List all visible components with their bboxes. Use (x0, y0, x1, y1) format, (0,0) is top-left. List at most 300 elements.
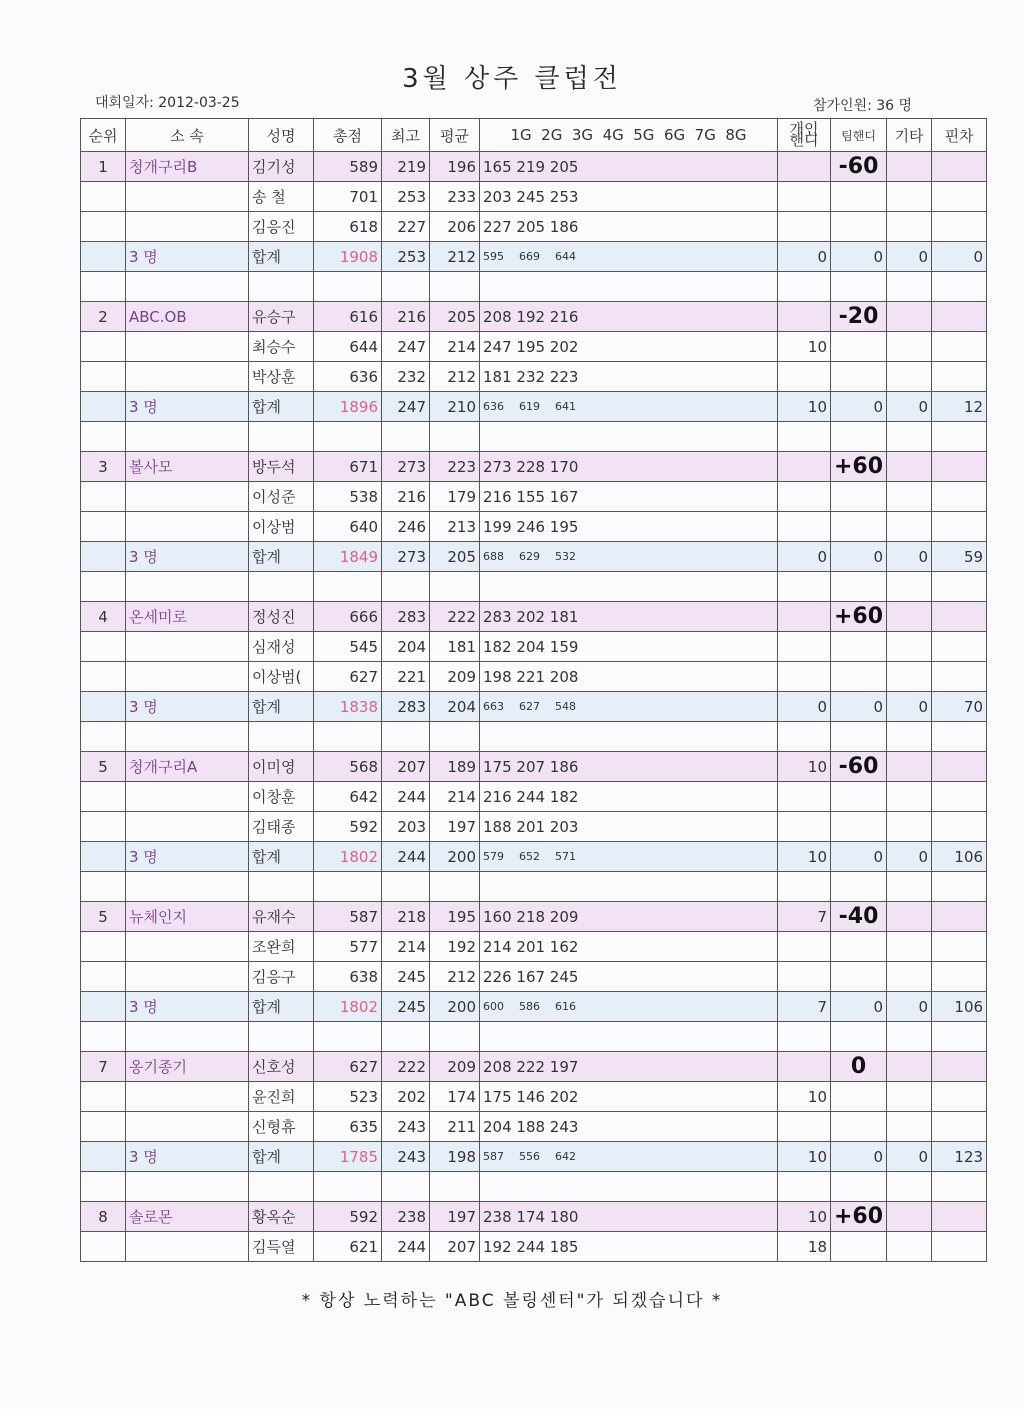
pin-diff-cell (932, 1052, 987, 1082)
spacer-cell (81, 722, 126, 752)
etc-cell (887, 482, 932, 512)
etc-cell (887, 902, 932, 932)
player-high-cell: 216 (382, 482, 430, 512)
rank-cell (81, 692, 126, 722)
spacer-cell (81, 572, 126, 602)
rank-cell (81, 182, 126, 212)
rank-cell (81, 482, 126, 512)
pin-diff-cell (932, 452, 987, 482)
pin-diff-cell (932, 1202, 987, 1232)
player-high-cell: 244 (382, 782, 430, 812)
player-high-cell: 247 (382, 332, 430, 362)
team-total-row (81, 392, 987, 422)
player-high-cell: 218 (382, 902, 430, 932)
team-name-cell: 솔로몬 (126, 1202, 249, 1232)
player-row (81, 332, 987, 362)
handwritten-team-handi: +60 (831, 452, 887, 482)
spacer-cell (831, 1172, 887, 1202)
total-label-cell: 합계 (249, 842, 314, 872)
player-high-cell: 244 (382, 1232, 430, 1262)
personal-handi-cell (778, 662, 831, 692)
etc-cell (887, 332, 932, 362)
team-count-cell: 3 명 (126, 692, 249, 722)
player-row (81, 212, 987, 242)
spacer-cell (126, 572, 249, 602)
spacer-cell (778, 1022, 831, 1052)
player-games-cell: 227 205 186 (480, 212, 778, 242)
player-high-cell: 253 (382, 182, 430, 212)
team-game-total: 619 (519, 400, 540, 413)
team-game-total: 641 (555, 400, 576, 413)
spacer-cell (249, 872, 314, 902)
player-row (81, 1052, 987, 1082)
team-name-cell (126, 1232, 249, 1262)
team-games-cell (480, 1142, 778, 1172)
player-games-cell: 247 195 202 (480, 332, 778, 362)
header-games: 1G 2G 3G 4G 5G 6G 7G 8G (480, 119, 778, 152)
spacer-cell (887, 422, 932, 452)
player-name-cell: 김기성 (249, 152, 314, 182)
player-row (81, 362, 987, 392)
team-handi-cell: 0 (831, 392, 887, 422)
player-name-cell: 김태종 (249, 812, 314, 842)
team-high-cell: 245 (382, 992, 430, 1022)
score-table-body (81, 152, 987, 1262)
team-game-total: 627 (519, 700, 540, 713)
etc-cell (887, 602, 932, 632)
player-name-cell: 최승수 (249, 332, 314, 362)
player-total-cell: 592 (314, 812, 382, 842)
team-personal-handi-cell: 10 (778, 1142, 831, 1172)
header-affiliation: 소 속 (126, 119, 249, 152)
total-label-cell: 합계 (249, 242, 314, 272)
spacer-cell (382, 722, 430, 752)
team-name-cell (126, 362, 249, 392)
team-handi-cell: 0 (831, 842, 887, 872)
spacer-cell (778, 272, 831, 302)
footer-slogan: * 항상 노력하는 "ABC 볼링센터"가 되겠습니다 * (301, 1291, 723, 1311)
rank-cell (81, 542, 126, 572)
rank-cell: 3 (81, 452, 126, 482)
player-row (81, 182, 987, 212)
team-high-cell: 243 (382, 1142, 430, 1172)
personal-handi-cell (778, 1052, 831, 1082)
player-high-cell: 238 (382, 1202, 430, 1232)
team-personal-handi-cell: 0 (778, 242, 831, 272)
player-total-cell: 671 (314, 452, 382, 482)
total-label-cell: 합계 (249, 692, 314, 722)
personal-handi-cell: 10 (778, 1202, 831, 1232)
spacer-cell (831, 422, 887, 452)
total-label-cell: 합계 (249, 1142, 314, 1172)
spacer-cell (126, 1022, 249, 1052)
team-etc-cell: 0 (887, 842, 932, 872)
spacer-cell (249, 422, 314, 452)
spacer-row (81, 722, 987, 752)
player-avg-cell: 223 (430, 452, 480, 482)
spacer-cell (887, 872, 932, 902)
personal-handi-cell (778, 182, 831, 212)
team-game-total: 587 (483, 1150, 504, 1163)
team-handi-cell (831, 512, 887, 542)
personal-handi-cell (778, 602, 831, 632)
pin-diff-cell (932, 962, 987, 992)
etc-cell (887, 512, 932, 542)
team-high-cell: 247 (382, 392, 430, 422)
player-row (81, 632, 987, 662)
player-name-cell: 송 철 (249, 182, 314, 212)
player-games-cell: 216 244 182 (480, 782, 778, 812)
rank-cell (81, 512, 126, 542)
team-total-cell: 1896 (314, 392, 382, 422)
player-total-cell: 642 (314, 782, 382, 812)
personal-handi-cell (778, 1112, 831, 1142)
team-etc-cell: 0 (887, 1142, 932, 1172)
spacer-cell (480, 872, 778, 902)
spacer-cell (480, 1022, 778, 1052)
team-name-cell: 청개구리B (126, 152, 249, 182)
spacer-cell (382, 872, 430, 902)
team-games-cell (480, 842, 778, 872)
player-total-cell: 523 (314, 1082, 382, 1112)
team-count-cell: 3 명 (126, 542, 249, 572)
pin-diff-cell (932, 482, 987, 512)
player-row (81, 752, 987, 782)
team-high-cell: 244 (382, 842, 430, 872)
player-row (81, 1082, 987, 1112)
spacer-cell (126, 422, 249, 452)
pin-diff-cell (932, 1082, 987, 1112)
spacer-cell (382, 272, 430, 302)
team-name-cell (126, 182, 249, 212)
participant-count: 참가인원: 36 명 (813, 98, 913, 114)
team-handi-cell (831, 632, 887, 662)
team-pin-diff-cell: 59 (932, 542, 987, 572)
team-name-cell (126, 782, 249, 812)
spacer-cell (932, 422, 987, 452)
team-personal-handi-cell: 10 (778, 392, 831, 422)
personal-handi-cell (778, 782, 831, 812)
score-table (80, 118, 987, 1262)
etc-cell (887, 212, 932, 242)
spacer-cell (249, 722, 314, 752)
team-name-cell: ABC.OB (126, 302, 249, 332)
personal-handi-cell: 7 (778, 902, 831, 932)
team-game-total: 652 (519, 850, 540, 863)
player-name-cell: 이상범( (249, 662, 314, 692)
handwritten-team-handi: +60 (831, 1202, 887, 1232)
team-handi-cell (831, 1082, 887, 1112)
player-high-cell: 216 (382, 302, 430, 332)
personal-handi-cell: 18 (778, 1232, 831, 1262)
rank-cell: 1 (81, 152, 126, 182)
team-game-total: 548 (555, 700, 576, 713)
player-games-cell: 226 167 245 (480, 962, 778, 992)
spacer-cell (81, 872, 126, 902)
player-row (81, 152, 987, 182)
etc-cell (887, 812, 932, 842)
header-high: 최고 (382, 119, 430, 152)
team-name-cell (126, 932, 249, 962)
spacer-cell (430, 722, 480, 752)
team-name-cell (126, 632, 249, 662)
spacer-cell (430, 422, 480, 452)
team-game-total: 636 (483, 400, 504, 413)
pin-diff-cell (932, 362, 987, 392)
player-games-cell: 182 204 159 (480, 632, 778, 662)
player-avg-cell: 212 (430, 362, 480, 392)
player-avg-cell: 213 (430, 512, 480, 542)
team-game-total: 642 (555, 1150, 576, 1163)
player-games-cell: 208 222 197 (480, 1052, 778, 1082)
etc-cell (887, 752, 932, 782)
rank-cell (81, 812, 126, 842)
player-games-cell: 175 146 202 (480, 1082, 778, 1112)
header-avg: 평균 (430, 119, 480, 152)
player-games-cell: 165 219 205 (480, 152, 778, 182)
player-avg-cell: 195 (430, 902, 480, 932)
pin-diff-cell (932, 302, 987, 332)
etc-cell (887, 1082, 932, 1112)
player-avg-cell: 212 (430, 962, 480, 992)
team-game-total: 663 (483, 700, 504, 713)
player-total-cell: 545 (314, 632, 382, 662)
pin-diff-cell (932, 1112, 987, 1142)
handwritten-team-handi: -20 (831, 302, 887, 332)
player-high-cell: 245 (382, 962, 430, 992)
rank-cell (81, 242, 126, 272)
player-name-cell: 윤진희 (249, 1082, 314, 1112)
team-name-cell (126, 1112, 249, 1142)
spacer-cell (430, 1172, 480, 1202)
team-high-cell: 283 (382, 692, 430, 722)
team-total-row (81, 542, 987, 572)
player-name-cell: 조완희 (249, 932, 314, 962)
personal-handi-cell: 10 (778, 1082, 831, 1112)
rank-cell (81, 212, 126, 242)
player-name-cell: 박상훈 (249, 362, 314, 392)
team-avg-cell: 210 (430, 392, 480, 422)
player-high-cell: 214 (382, 932, 430, 962)
pin-diff-cell (932, 1232, 987, 1262)
page-title: 3월 상주 클럽전 (402, 64, 622, 94)
spacer-cell (382, 1172, 430, 1202)
team-name-cell: 뉴체인지 (126, 902, 249, 932)
player-high-cell: 203 (382, 812, 430, 842)
player-row (81, 1112, 987, 1142)
etc-cell (887, 452, 932, 482)
personal-handi-cell (778, 212, 831, 242)
spacer-cell (314, 422, 382, 452)
team-personal-handi-cell: 0 (778, 542, 831, 572)
player-row (81, 1232, 987, 1262)
team-avg-cell: 198 (430, 1142, 480, 1172)
player-total-cell: 701 (314, 182, 382, 212)
team-name-cell (126, 482, 249, 512)
team-games-cell (480, 992, 778, 1022)
team-name-cell: 옹기종기 (126, 1052, 249, 1082)
team-total-cell: 1802 (314, 842, 382, 872)
etc-cell (887, 782, 932, 812)
player-avg-cell: 196 (430, 152, 480, 182)
player-name-cell: 신호성 (249, 1052, 314, 1082)
team-game-total: 595 (483, 250, 504, 263)
team-game-total: 556 (519, 1150, 540, 1163)
player-games-cell: 208 192 216 (480, 302, 778, 332)
player-name-cell: 정성진 (249, 602, 314, 632)
team-total-cell: 1849 (314, 542, 382, 572)
team-etc-cell: 0 (887, 242, 932, 272)
spacer-cell (831, 272, 887, 302)
pin-diff-cell (932, 782, 987, 812)
team-avg-cell: 212 (430, 242, 480, 272)
player-row (81, 782, 987, 812)
personal-handi-cell: 10 (778, 752, 831, 782)
team-avg-cell: 205 (430, 542, 480, 572)
team-name-cell (126, 332, 249, 362)
spacer-cell (932, 272, 987, 302)
rank-cell (81, 842, 126, 872)
player-avg-cell: 214 (430, 332, 480, 362)
spacer-cell (430, 572, 480, 602)
team-game-total: 532 (555, 550, 576, 563)
spacer-cell (932, 572, 987, 602)
player-name-cell: 이상범 (249, 512, 314, 542)
player-avg-cell: 179 (430, 482, 480, 512)
personal-handi-cell (778, 362, 831, 392)
personal-handi-cell (778, 932, 831, 962)
team-handi-cell (831, 332, 887, 362)
spacer-cell (314, 1172, 382, 1202)
team-etc-cell: 0 (887, 542, 932, 572)
rank-cell (81, 362, 126, 392)
player-games-cell: 160 218 209 (480, 902, 778, 932)
spacer-cell (81, 1022, 126, 1052)
team-handi-cell: 0 (831, 692, 887, 722)
etc-cell (887, 1202, 932, 1232)
player-name-cell: 신형휴 (249, 1112, 314, 1142)
spacer-cell (778, 1172, 831, 1202)
team-handi-cell (831, 482, 887, 512)
team-game-total: 586 (519, 1000, 540, 1013)
player-games-cell: 199 246 195 (480, 512, 778, 542)
pin-diff-cell (932, 332, 987, 362)
team-pin-diff-cell: 106 (932, 992, 987, 1022)
team-count-cell: 3 명 (126, 992, 249, 1022)
team-count-cell: 3 명 (126, 842, 249, 872)
handwritten-team-handi: +60 (831, 602, 887, 632)
spacer-row (81, 422, 987, 452)
player-name-cell: 김응구 (249, 962, 314, 992)
team-pin-diff-cell: 70 (932, 692, 987, 722)
player-high-cell: 202 (382, 1082, 430, 1112)
player-avg-cell: 222 (430, 602, 480, 632)
personal-handi-cell (778, 812, 831, 842)
header-row (81, 119, 987, 152)
spacer-row (81, 872, 987, 902)
pin-diff-cell (932, 212, 987, 242)
spacer-cell (831, 722, 887, 752)
team-pin-diff-cell: 0 (932, 242, 987, 272)
spacer-cell (81, 422, 126, 452)
player-total-cell: 568 (314, 752, 382, 782)
player-row (81, 512, 987, 542)
spacer-cell (778, 722, 831, 752)
team-handi-cell: 0 (831, 1142, 887, 1172)
spacer-cell (249, 1172, 314, 1202)
player-avg-cell: 211 (430, 1112, 480, 1142)
team-name-cell: 온세미로 (126, 602, 249, 632)
player-high-cell: 207 (382, 752, 430, 782)
team-handi-cell (831, 662, 887, 692)
player-total-cell: 592 (314, 1202, 382, 1232)
header-team-handi: 팀핸디 (831, 119, 887, 152)
rank-cell (81, 332, 126, 362)
team-name-cell (126, 212, 249, 242)
spacer-cell (249, 572, 314, 602)
team-total-row (81, 1142, 987, 1172)
spacer-cell (249, 1022, 314, 1052)
player-name-cell: 이창훈 (249, 782, 314, 812)
player-games-cell: 283 202 181 (480, 602, 778, 632)
team-handi-cell (831, 362, 887, 392)
etc-cell (887, 632, 932, 662)
personal-handi-cell (778, 482, 831, 512)
player-total-cell: 589 (314, 152, 382, 182)
player-total-cell: 666 (314, 602, 382, 632)
personal-handi-cell (778, 152, 831, 182)
player-row (81, 452, 987, 482)
rank-cell (81, 962, 126, 992)
etc-cell (887, 182, 932, 212)
handwritten-team-handi: -40 (831, 902, 887, 932)
pin-diff-cell (932, 932, 987, 962)
handwritten-team-handi: -60 (831, 152, 887, 182)
rank-cell: 7 (81, 1052, 126, 1082)
player-games-cell: 181 232 223 (480, 362, 778, 392)
rank-cell: 8 (81, 1202, 126, 1232)
team-count-cell: 3 명 (126, 242, 249, 272)
spacer-cell (778, 572, 831, 602)
team-handi-cell: 0 (831, 542, 887, 572)
player-games-cell: 204 188 243 (480, 1112, 778, 1142)
player-high-cell: 283 (382, 602, 430, 632)
spacer-cell (382, 572, 430, 602)
rank-cell (81, 1142, 126, 1172)
spacer-row (81, 1172, 987, 1202)
spacer-cell (382, 1022, 430, 1052)
team-personal-handi-cell: 0 (778, 692, 831, 722)
spacer-cell (81, 272, 126, 302)
player-games-cell: 188 201 203 (480, 812, 778, 842)
spacer-cell (126, 722, 249, 752)
rank-cell (81, 632, 126, 662)
rank-cell: 5 (81, 902, 126, 932)
team-game-total: 688 (483, 550, 504, 563)
spacer-cell (314, 1022, 382, 1052)
player-total-cell: 635 (314, 1112, 382, 1142)
header-etc: 기타 (887, 119, 932, 152)
pin-diff-cell (932, 662, 987, 692)
player-high-cell: 243 (382, 1112, 430, 1142)
player-high-cell: 246 (382, 512, 430, 542)
team-games-cell (480, 392, 778, 422)
spacer-cell (314, 872, 382, 902)
team-etc-cell: 0 (887, 992, 932, 1022)
team-handi-cell (831, 932, 887, 962)
spacer-cell (831, 872, 887, 902)
player-total-cell: 638 (314, 962, 382, 992)
